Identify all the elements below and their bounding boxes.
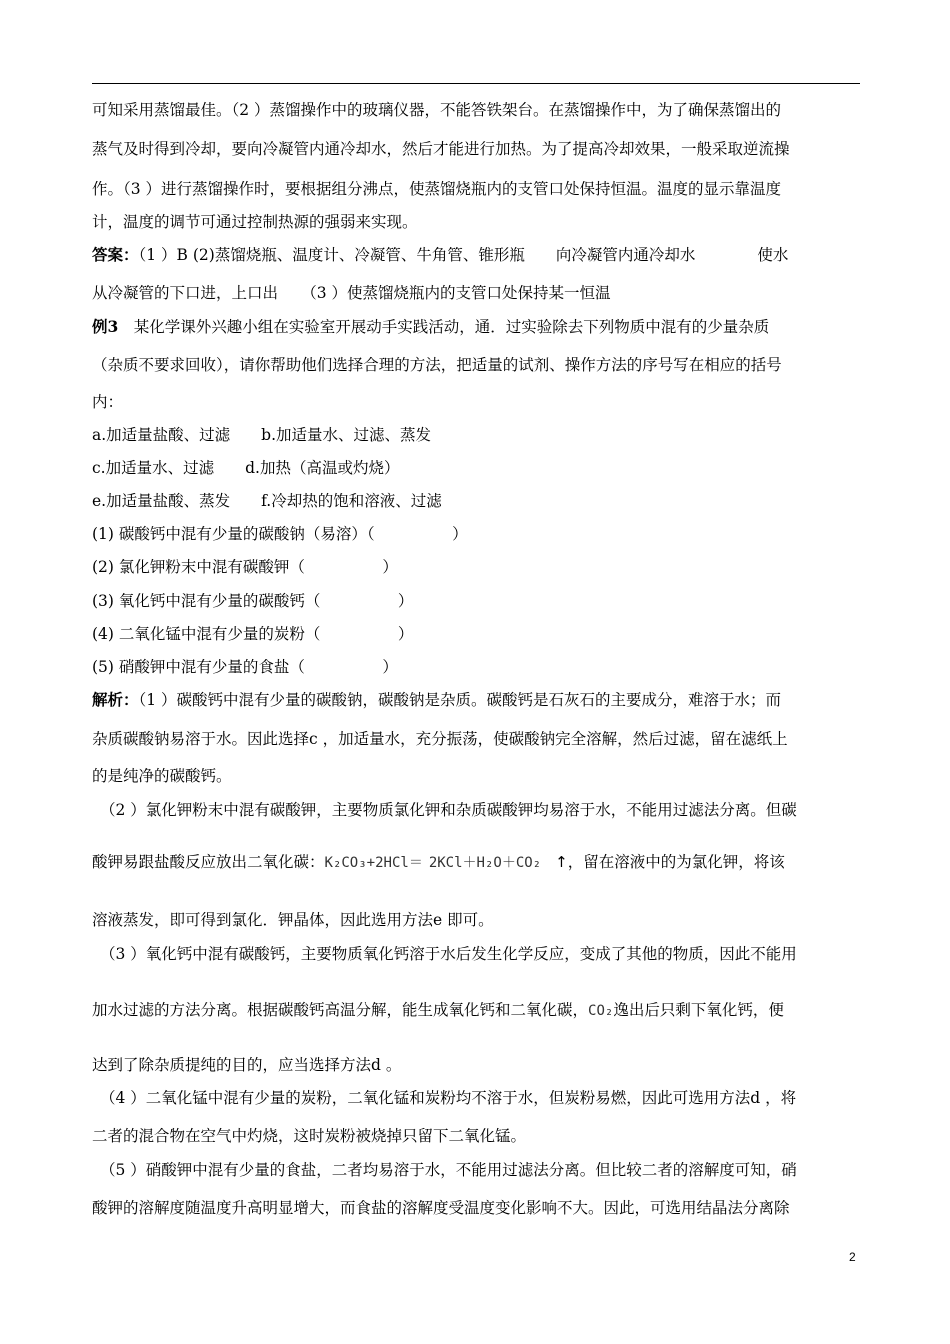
text-segment: 加水过滤的方法分离。根据碳酸钙高温分解，能生成氧化钙和二氧化碳， [92,1001,589,1019]
text-line: 作。（3 ）进行蒸馏操作时，要根据组分沸点，使蒸馏烧瓶内的支管口处保持恒温。温度的显示靠温度 [92,180,782,198]
formula-reactant: K₂CO₃ [324,855,367,871]
option-line: a.加适量盐酸、过滤 b.加适量水、过滤、蒸发 [92,426,432,444]
answer-text: （1 ）B (2)蒸馏烧瓶、温度计、冷凝管、牛角管、锥形瓶 向冷凝管内通冷却水 使水 [138,246,789,264]
example-text: 某化学课外兴趣小组在实验室开展动手实践活动，通．过实验除去下列物质中混有的少量杂质 [118,318,770,336]
question-5: (5) 硝酸钾中混有少量的食盐（ ） [92,658,398,676]
text-segment: 逸出后只剩下氧化钙，便 [613,1001,784,1019]
text-line: 达到了除杂质提纯的目的，应当选择方法d 。 [92,1056,402,1074]
question-3: (3) 氧化钙中混有少量的碳酸钙（ ） [92,592,414,610]
text-line: （4 ）二氧化锰中混有少量的炭粉，二氧化锰和炭粉均不溶于水，但炭粉易燃，因此可选用方法d ，将 [100,1089,797,1107]
text-line: 酸钾的溶解度随温度升高明显增大，而食盐的溶解度受温度变化影响不大。因此，可选用结晶法分离除 [92,1199,790,1217]
text-line: 蒸气及时得到冷却，要向冷凝管内通冷却水，然后才能进行加热。为了提高冷却效果，一般采取逆流操 [92,140,790,158]
analysis-line [92,690,860,710]
co2-line [92,1000,860,1021]
option-line: e.加适量盐酸、蒸发 f.冷却热的饱和溶液、过滤 [92,492,442,510]
formula-hcl: +2HCl＝ [366,855,423,871]
formula-co2: CO₂ [588,1003,614,1019]
answer-label: 答案： [92,245,139,264]
text-line: 的是纯净的碳酸钙。 [92,767,232,785]
formula-products: 2KCl＋H₂O＋CO₂ [428,855,542,871]
text-line: 内： [92,393,124,411]
example-3-line [92,317,860,337]
text-line: 溶液蒸发，即可得到氯化．钾晶体，因此选用方法e 即可。 [92,911,494,929]
analysis-label: 解析： [92,690,139,709]
question-4: (4) 二氧化锰中混有少量的炭粉（ ） [92,625,414,643]
question-2: (2) 氯化钾粉末中混有碳酸钾（ ） [92,558,398,576]
text-line: （5 ）硝酸钾中混有少量的食盐，二者均易溶于水，不能用过滤法分离。但比较二者的溶解度可知，硝 [100,1161,797,1179]
text-line: 计，温度的调节可通过控制热源的强弱来实现。 [92,213,418,231]
question-1: (1) 碳酸钙中混有少量的碳酸钠（易溶）（ ） [92,525,468,543]
text-line: （杂质不要求回收），请你帮助他们选择合理的方法，把适量的试剂、操作方法的序号写在相应的括号 [92,356,782,374]
option-line: c.加适量水、过滤 d.加热（高温或灼烧） [92,459,400,477]
gas-arrow-icon: ↑ [555,853,568,871]
text-line: 从冷凝管的下口进，上口出 （3 ）使蒸馏烧瓶内的支管口处保持某一恒温 [92,284,611,302]
example-label: 例3 [92,317,119,336]
text-line: 二者的混合物在空气中灼烧，这时炭粉被烧掉只留下二氧化锰。 [92,1127,527,1145]
answer-line [92,245,860,265]
page-number: 2 [849,1250,856,1264]
text-segment: ，留在溶液中的为氯化钾，将该 [567,853,785,871]
text-line: （3 ）氧化钙中混有碳酸钙，主要物质氧化钙溶于水后发生化学反应，变成了其他的物质，因此不能用 [100,945,797,963]
header-rule [92,83,860,84]
text-line: （2 ）氯化钾粉末中混有碳酸钾，主要物质氯化钾和杂质碳酸钾均易溶于水，不能用过滤法分离。但碳 [100,801,797,819]
text-line: 可知采用蒸馏最佳。（2 ）蒸馏操作中的玻璃仪器，不能答铁架台。在蒸馏操作中，为了确保蒸馏出的 [92,101,782,119]
equation-line [92,852,860,873]
text-line: 杂质碳酸钠易溶于水。因此选择c ，加适量水，充分振荡，使碳酸钠完全溶解，然后过滤，留在滤纸上 [92,730,788,748]
analysis-text: （1 ）碳酸钙中混有少量的碳酸钠，碳酸钠是杂质。碳酸钙是石灰石的主要成分，难溶于水；而 [138,691,782,709]
text-segment: 酸钾易跟盐酸反应放出二氧化碳： [92,853,325,871]
